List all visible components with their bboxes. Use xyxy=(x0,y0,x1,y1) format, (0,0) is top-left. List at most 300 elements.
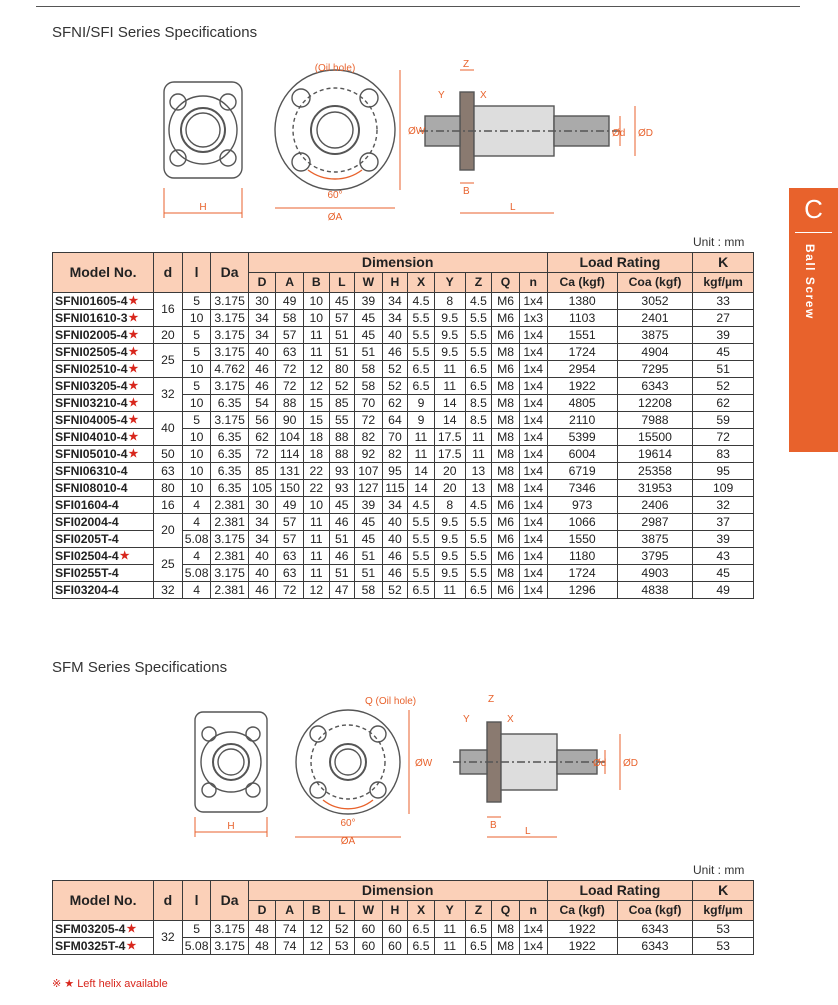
value-cell: 51 xyxy=(693,361,754,378)
value-cell: 60 xyxy=(382,921,408,938)
value-cell: 5399 xyxy=(547,429,617,446)
value-cell: 51 xyxy=(355,565,383,582)
value-cell: 6719 xyxy=(547,463,617,480)
left-helix-star-icon: ★ xyxy=(128,413,139,426)
value-cell: 5 xyxy=(182,378,211,395)
model-cell: SFNI04005-4★ xyxy=(53,412,154,429)
model-cell: SFI02004-4 xyxy=(53,514,154,531)
value-cell: 6.5 xyxy=(408,938,435,955)
value-cell: 5.5 xyxy=(408,565,435,582)
value-cell: 12 xyxy=(304,378,330,395)
model-cell: SFI01604-4 xyxy=(53,497,154,514)
value-cell: 62 xyxy=(382,395,408,412)
dim-l-label: L xyxy=(510,202,516,213)
value-cell: 11 xyxy=(434,361,465,378)
d-cell: 16 xyxy=(154,293,183,327)
value-cell: 2.381 xyxy=(211,514,248,531)
angle-label: 60° xyxy=(340,818,356,829)
value-cell: 49 xyxy=(693,582,754,599)
value-cell: 5 xyxy=(182,412,211,429)
dim-d-label: ØD xyxy=(638,128,653,139)
dim-l-label: L xyxy=(525,826,531,837)
col-dim: Y xyxy=(434,901,465,921)
value-cell: 107 xyxy=(355,463,383,480)
value-cell: 3.175 xyxy=(211,531,248,548)
table-row xyxy=(53,412,754,429)
value-cell: 4838 xyxy=(617,582,693,599)
dim-w-label: ØW xyxy=(415,758,433,769)
value-cell: 1922 xyxy=(547,921,617,938)
value-cell: 7988 xyxy=(617,412,693,429)
tab-letter: C xyxy=(804,194,823,224)
value-cell: 5.5 xyxy=(465,565,492,582)
value-cell: 1x4 xyxy=(519,497,547,514)
value-cell: 5.5 xyxy=(465,531,492,548)
d-cell: 25 xyxy=(154,344,183,378)
value-cell: 3875 xyxy=(617,531,693,548)
value-cell: 56 xyxy=(248,412,276,429)
value-cell: 1x4 xyxy=(519,378,547,395)
left-helix-star-icon: ★ xyxy=(128,328,139,341)
value-cell: 12 xyxy=(304,361,330,378)
col-ca: Ca (kgf) xyxy=(547,273,617,293)
value-cell: 1x4 xyxy=(519,938,547,955)
value-cell: 46 xyxy=(329,514,355,531)
value-cell: 150 xyxy=(276,480,304,497)
value-cell: 58 xyxy=(276,310,304,327)
d-cell: 63 xyxy=(154,463,183,480)
col-dim: L xyxy=(329,901,355,921)
value-cell: 6.5 xyxy=(465,582,492,599)
col-dim: H xyxy=(382,901,408,921)
value-cell: 46 xyxy=(248,361,276,378)
value-cell: 54 xyxy=(248,395,276,412)
value-cell: 3.175 xyxy=(211,565,248,582)
left-helix-star-icon: ★ xyxy=(126,922,137,935)
model-cell: SFNI02005-4★ xyxy=(53,327,154,344)
value-cell: 22 xyxy=(304,480,330,497)
value-cell: 6.5 xyxy=(465,378,492,395)
value-cell: 34 xyxy=(248,514,276,531)
value-cell: 11 xyxy=(304,565,330,582)
col-dimension: Dimension xyxy=(248,881,547,901)
value-cell: 6.5 xyxy=(408,582,435,599)
value-cell: 51 xyxy=(355,344,383,361)
value-cell: 18 xyxy=(304,446,330,463)
value-cell: 2.381 xyxy=(211,548,248,565)
col-dim: B xyxy=(304,273,330,293)
col-d: d xyxy=(154,881,183,921)
value-cell: 6.35 xyxy=(211,429,248,446)
model-cell: SFM0325T-4★ xyxy=(53,938,154,955)
left-helix-star-icon: ★ xyxy=(119,549,130,562)
value-cell: 51 xyxy=(329,344,355,361)
value-cell: 9.5 xyxy=(434,548,465,565)
col-model: Model No. xyxy=(53,253,154,293)
value-cell: 46 xyxy=(329,548,355,565)
value-cell: 11 xyxy=(465,446,492,463)
value-cell: M8 xyxy=(492,480,520,497)
value-cell: 3875 xyxy=(617,327,693,344)
value-cell: 93 xyxy=(329,463,355,480)
value-cell: 10 xyxy=(182,446,211,463)
value-cell: 104 xyxy=(276,429,304,446)
col-dim: Y xyxy=(434,273,465,293)
value-cell: 5.5 xyxy=(408,310,435,327)
col-k: K xyxy=(693,253,754,273)
left-helix-star-icon: ★ xyxy=(126,939,137,952)
value-cell: 10 xyxy=(182,361,211,378)
value-cell: 51 xyxy=(355,548,383,565)
dim-y-label: Y xyxy=(463,714,470,725)
value-cell: 11 xyxy=(408,429,435,446)
value-cell: 1x4 xyxy=(519,361,547,378)
sfm-section-title: SFM Series Specifications xyxy=(52,659,228,676)
value-cell: 6.5 xyxy=(465,921,492,938)
d-cell: 20 xyxy=(154,327,183,344)
value-cell: 114 xyxy=(276,446,304,463)
col-dim: n xyxy=(519,273,547,293)
left-helix-star-icon: ★ xyxy=(128,379,139,392)
value-cell: 3.175 xyxy=(211,293,248,310)
dim-z-label: Z xyxy=(488,694,495,705)
value-cell: 1x4 xyxy=(519,429,547,446)
value-cell: 4.5 xyxy=(408,293,435,310)
value-cell: 1x4 xyxy=(519,327,547,344)
value-cell: 2.381 xyxy=(211,582,248,599)
value-cell: 13 xyxy=(465,463,492,480)
value-cell: 11 xyxy=(304,514,330,531)
col-k-unit: kgf/µm xyxy=(693,901,754,921)
col-dim: Q xyxy=(492,901,520,921)
sfni-spec-table xyxy=(52,252,754,599)
value-cell: 80 xyxy=(329,361,355,378)
value-cell: 19614 xyxy=(617,446,693,463)
table-row xyxy=(53,497,754,514)
value-cell: 15 xyxy=(304,395,330,412)
col-load: Load Rating xyxy=(547,253,693,273)
value-cell: 1x4 xyxy=(519,446,547,463)
col-dim: B xyxy=(304,901,330,921)
value-cell: 2987 xyxy=(617,514,693,531)
left-helix-star-icon: ★ xyxy=(128,362,139,375)
sfni-section-title: SFNI/SFI Series Specifications xyxy=(52,24,258,41)
table-row xyxy=(53,480,754,497)
value-cell: 14 xyxy=(408,463,435,480)
value-cell: 115 xyxy=(382,480,408,497)
col-coa: Coa (kgf) xyxy=(617,273,693,293)
value-cell: 33 xyxy=(693,293,754,310)
value-cell: 5.5 xyxy=(408,327,435,344)
value-cell: 72 xyxy=(276,582,304,599)
model-cell: SFNI01610-3★ xyxy=(53,310,154,327)
value-cell: 1066 xyxy=(547,514,617,531)
value-cell: 5.08 xyxy=(182,531,211,548)
value-cell: 109 xyxy=(693,480,754,497)
ball-screw-side-tab[interactable] xyxy=(789,188,838,452)
value-cell: 1724 xyxy=(547,344,617,361)
oil-hole-label: Q (Oil hole) xyxy=(365,696,417,707)
value-cell: 6.35 xyxy=(211,463,248,480)
value-cell: 57 xyxy=(276,514,304,531)
value-cell: 40 xyxy=(248,344,276,361)
value-cell: 4 xyxy=(182,548,211,565)
dim-a-label: ØA xyxy=(327,212,343,223)
value-cell: 5.08 xyxy=(182,938,211,955)
value-cell: 8.5 xyxy=(465,412,492,429)
dim-a-label: ØA xyxy=(340,836,356,847)
unit-label: Unit : mm xyxy=(693,235,745,249)
value-cell: 46 xyxy=(382,565,408,582)
value-cell: 60 xyxy=(355,938,383,955)
value-cell: 6343 xyxy=(617,378,693,395)
value-cell: 1922 xyxy=(547,378,617,395)
value-cell: 51 xyxy=(329,531,355,548)
col-dim: L xyxy=(329,273,355,293)
value-cell: 34 xyxy=(248,310,276,327)
col-dim: Q xyxy=(492,273,520,293)
tab-label: Ball Screw xyxy=(803,244,817,320)
value-cell: 34 xyxy=(382,497,408,514)
col-dim: X xyxy=(408,273,435,293)
value-cell: 53 xyxy=(693,938,754,955)
value-cell: 8.5 xyxy=(465,395,492,412)
value-cell: 58 xyxy=(355,582,383,599)
value-cell: 51 xyxy=(329,565,355,582)
model-cell: SFNI06310-4 xyxy=(53,463,154,480)
model-cell: SFM03205-4★ xyxy=(53,921,154,938)
value-cell: 1x4 xyxy=(519,412,547,429)
value-cell: 3.175 xyxy=(211,921,248,938)
value-cell: M6 xyxy=(492,497,520,514)
col-dim: H xyxy=(382,273,408,293)
value-cell: 1103 xyxy=(547,310,617,327)
table-row xyxy=(53,582,754,599)
dim-d-small-label: Ød xyxy=(593,758,607,769)
value-cell: 10 xyxy=(182,480,211,497)
d-cell: 25 xyxy=(154,548,183,582)
value-cell: 2401 xyxy=(617,310,693,327)
value-cell: 48 xyxy=(248,921,276,938)
value-cell: 82 xyxy=(355,429,383,446)
d-cell: 20 xyxy=(154,514,183,548)
value-cell: M8 xyxy=(492,938,520,955)
value-cell: 46 xyxy=(382,548,408,565)
value-cell: M6 xyxy=(492,514,520,531)
value-cell: M6 xyxy=(492,327,520,344)
model-cell: SFNI02505-4★ xyxy=(53,344,154,361)
value-cell: 3795 xyxy=(617,548,693,565)
value-cell: 6.5 xyxy=(465,361,492,378)
value-cell: 72 xyxy=(248,446,276,463)
dim-z-label: Z xyxy=(463,59,470,70)
value-cell: 1x4 xyxy=(519,344,547,361)
value-cell: 12208 xyxy=(617,395,693,412)
left-helix-star-icon: ★ xyxy=(128,447,139,460)
value-cell: 34 xyxy=(248,531,276,548)
value-cell: 15 xyxy=(304,412,330,429)
value-cell: 62 xyxy=(248,429,276,446)
value-cell: 3.175 xyxy=(211,310,248,327)
col-dim: Z xyxy=(465,901,492,921)
value-cell: 1296 xyxy=(547,582,617,599)
value-cell: 12 xyxy=(304,921,330,938)
value-cell: 3.175 xyxy=(211,412,248,429)
value-cell: 4805 xyxy=(547,395,617,412)
col-dim: X xyxy=(408,901,435,921)
d-cell: 32 xyxy=(154,921,183,955)
value-cell: 1x4 xyxy=(519,514,547,531)
value-cell: 3.175 xyxy=(211,344,248,361)
value-cell: 59 xyxy=(693,412,754,429)
value-cell: 63 xyxy=(276,565,304,582)
value-cell: M6 xyxy=(492,293,520,310)
value-cell: 88 xyxy=(276,395,304,412)
value-cell: 4 xyxy=(182,497,211,514)
value-cell: 1380 xyxy=(547,293,617,310)
value-cell: 4903 xyxy=(617,565,693,582)
value-cell: 45 xyxy=(693,565,754,582)
value-cell: 1x4 xyxy=(519,395,547,412)
value-cell: M6 xyxy=(492,582,520,599)
value-cell: 4 xyxy=(182,514,211,531)
value-cell: 6004 xyxy=(547,446,617,463)
value-cell: 1x4 xyxy=(519,565,547,582)
value-cell: 9.5 xyxy=(434,344,465,361)
value-cell: 9.5 xyxy=(434,514,465,531)
col-dim: A xyxy=(276,273,304,293)
col-ca: Ca (kgf) xyxy=(547,901,617,921)
value-cell: 58 xyxy=(355,378,383,395)
table-row xyxy=(53,463,754,480)
value-cell: 1x4 xyxy=(519,293,547,310)
value-cell: 11 xyxy=(408,446,435,463)
dim-x-label: X xyxy=(480,90,487,101)
dim-h-label: H xyxy=(199,202,207,213)
value-cell: 6.5 xyxy=(465,938,492,955)
col-dim: Z xyxy=(465,273,492,293)
value-cell: 11 xyxy=(304,531,330,548)
value-cell: 63 xyxy=(276,548,304,565)
value-cell: 3.175 xyxy=(211,327,248,344)
value-cell: 45 xyxy=(355,531,383,548)
value-cell: 52 xyxy=(693,378,754,395)
value-cell: 27 xyxy=(693,310,754,327)
value-cell: 10 xyxy=(304,293,330,310)
value-cell: 51 xyxy=(329,327,355,344)
value-cell: M8 xyxy=(492,565,520,582)
value-cell: 7295 xyxy=(617,361,693,378)
table-row xyxy=(53,446,754,463)
value-cell: 14 xyxy=(408,480,435,497)
value-cell: 8 xyxy=(434,497,465,514)
table-row xyxy=(53,344,754,361)
value-cell: 10 xyxy=(182,463,211,480)
value-cell: 10 xyxy=(304,497,330,514)
col-dim: D xyxy=(248,901,276,921)
model-cell: SFNI03210-4★ xyxy=(53,395,154,412)
d-cell: 50 xyxy=(154,446,183,463)
value-cell: M8 xyxy=(492,921,520,938)
value-cell: 46 xyxy=(382,344,408,361)
value-cell: 5.5 xyxy=(465,514,492,531)
value-cell: 60 xyxy=(382,938,408,955)
value-cell: 1922 xyxy=(547,938,617,955)
value-cell: 47 xyxy=(329,582,355,599)
value-cell: 12 xyxy=(304,582,330,599)
value-cell: 18 xyxy=(304,429,330,446)
value-cell: 1550 xyxy=(547,531,617,548)
model-cell: SFI03204-4 xyxy=(53,582,154,599)
d-cell: 80 xyxy=(154,480,183,497)
value-cell: 6.35 xyxy=(211,480,248,497)
table-row xyxy=(53,514,754,531)
value-cell: 7346 xyxy=(547,480,617,497)
value-cell: 48 xyxy=(248,938,276,955)
d-cell: 40 xyxy=(154,412,183,446)
value-cell: M8 xyxy=(492,412,520,429)
value-cell: 39 xyxy=(355,497,383,514)
value-cell: 74 xyxy=(276,921,304,938)
value-cell: 11 xyxy=(304,548,330,565)
dim-y-label: Y xyxy=(438,90,445,101)
sfm-nut-drawing xyxy=(185,692,638,847)
model-cell: SFNI03205-4★ xyxy=(53,378,154,395)
dim-h-label: H xyxy=(227,821,235,832)
value-cell: 9.5 xyxy=(434,531,465,548)
value-cell: 1x4 xyxy=(519,480,547,497)
value-cell: 6.35 xyxy=(211,395,248,412)
value-cell: 70 xyxy=(382,429,408,446)
value-cell: 52 xyxy=(329,378,355,395)
value-cell: 72 xyxy=(355,412,383,429)
dim-b-label: B xyxy=(463,186,470,197)
value-cell: 1180 xyxy=(547,548,617,565)
value-cell: 3052 xyxy=(617,293,693,310)
dim-b-label: B xyxy=(490,820,497,831)
value-cell: 5.5 xyxy=(465,327,492,344)
value-cell: 57 xyxy=(276,327,304,344)
value-cell: M6 xyxy=(492,548,520,565)
value-cell: 31953 xyxy=(617,480,693,497)
value-cell: 85 xyxy=(329,395,355,412)
value-cell: 45 xyxy=(355,514,383,531)
dim-d-label: ØD xyxy=(623,758,638,769)
value-cell: 973 xyxy=(547,497,617,514)
value-cell: 2406 xyxy=(617,497,693,514)
value-cell: 95 xyxy=(693,463,754,480)
value-cell: 4904 xyxy=(617,344,693,361)
left-helix-star-icon: ★ xyxy=(128,430,139,443)
left-helix-star-icon: ★ xyxy=(128,345,139,358)
sfm-spec-table xyxy=(52,880,754,955)
value-cell: 3.175 xyxy=(211,378,248,395)
value-cell: 14 xyxy=(434,412,465,429)
value-cell: 5.5 xyxy=(408,531,435,548)
value-cell: M8 xyxy=(492,395,520,412)
value-cell: 52 xyxy=(329,921,355,938)
value-cell: 52 xyxy=(382,582,408,599)
value-cell: 53 xyxy=(693,921,754,938)
value-cell: 9.5 xyxy=(434,310,465,327)
value-cell: 53 xyxy=(329,938,355,955)
value-cell: 45 xyxy=(355,310,383,327)
dim-x-label: X xyxy=(507,714,514,725)
d-cell: 32 xyxy=(154,378,183,412)
value-cell: 22 xyxy=(304,463,330,480)
value-cell: 57 xyxy=(276,531,304,548)
value-cell: 52 xyxy=(382,378,408,395)
